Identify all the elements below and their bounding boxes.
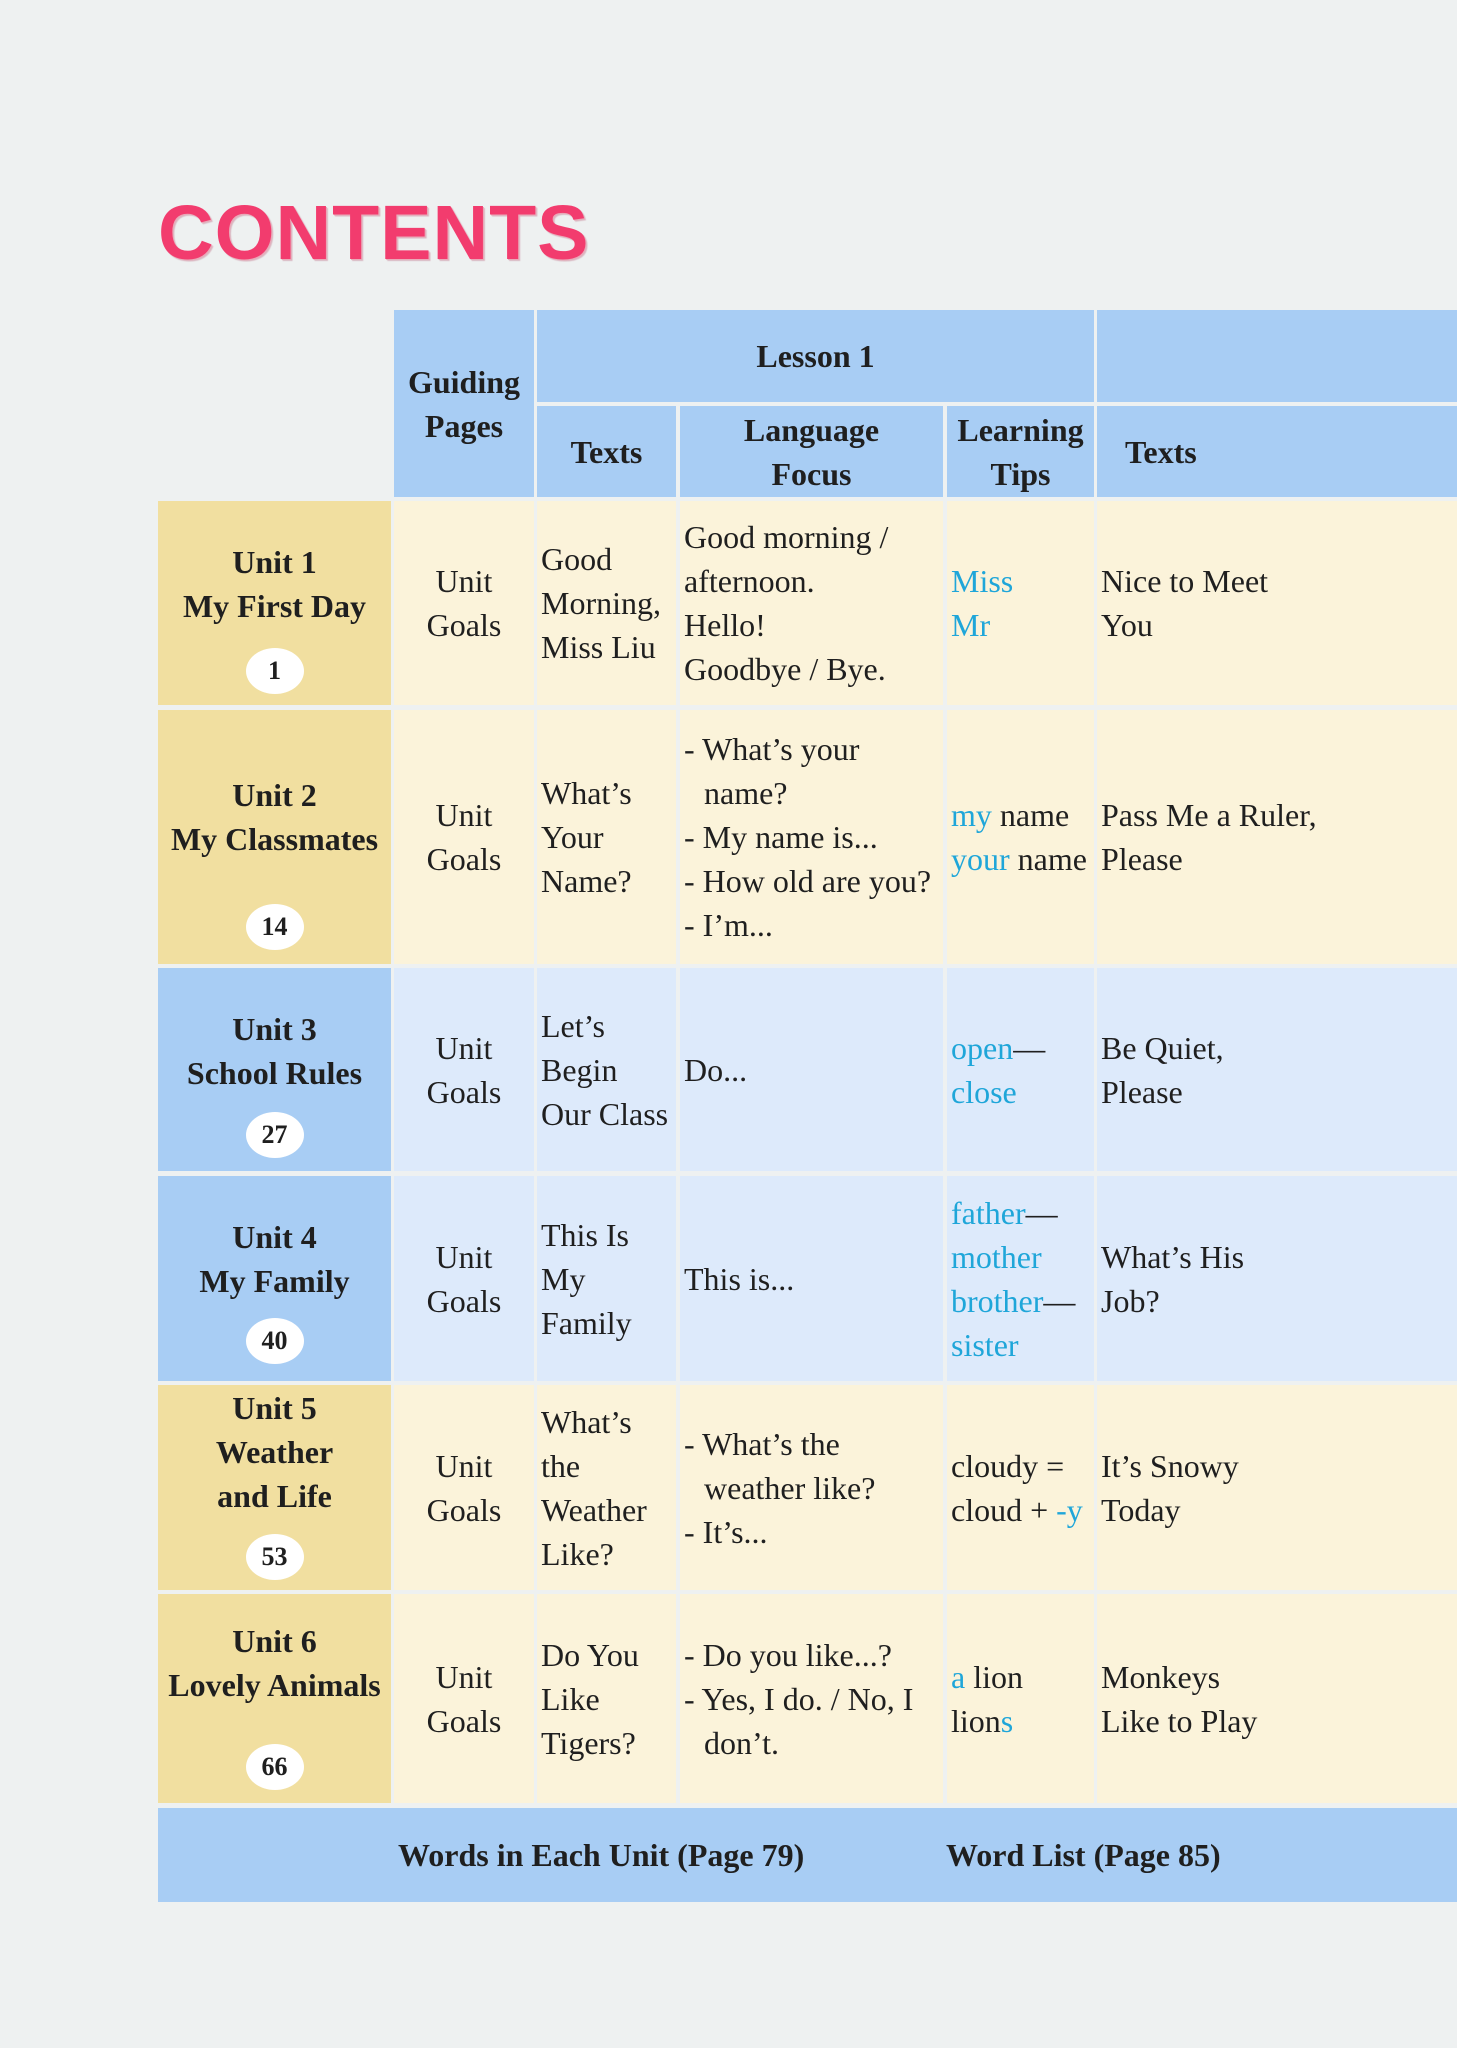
text-line: Name? xyxy=(541,863,632,899)
unit-number: Unit 4 xyxy=(232,1219,317,1255)
page-badge[interactable]: 66 xyxy=(246,1744,304,1790)
focus-line: Goodbye / Bye. xyxy=(684,651,886,687)
learning-tips xyxy=(951,1444,1083,1532)
text-line: What’s xyxy=(541,1403,632,1440)
lesson2-text-cell-6 xyxy=(1097,1594,1457,1803)
text-line: You xyxy=(1101,607,1153,643)
focus-line: This is... xyxy=(684,1260,795,1297)
page-badge[interactable]: 14 xyxy=(246,904,304,950)
unit-number: Unit 2 xyxy=(232,777,317,813)
tip-line xyxy=(951,1323,1075,1367)
language-focus xyxy=(684,727,942,947)
focus-line: - My name is... xyxy=(684,819,878,855)
tip-rest: lion xyxy=(951,1702,1001,1739)
text-line: This Is xyxy=(541,1216,629,1253)
text-line: Please xyxy=(1101,841,1183,877)
focus-line: Good morning / xyxy=(684,519,889,555)
text-line: the xyxy=(541,1447,581,1484)
tip-line xyxy=(951,793,1087,837)
text-line: Like? xyxy=(541,1535,614,1572)
language-focus-cell-1 xyxy=(680,501,943,705)
guiding-cell-3 xyxy=(394,968,534,1171)
lesson2-text-cell-3 xyxy=(1097,968,1457,1171)
guiding-cell-2 xyxy=(394,710,534,964)
text-line: Job? xyxy=(1101,1282,1160,1319)
language-focus-cell-6 xyxy=(680,1594,943,1803)
page-badge[interactable]: 53 xyxy=(246,1534,304,1580)
tip-line xyxy=(951,837,1087,881)
learning-tips xyxy=(951,559,1013,647)
lesson2-text[interactable] xyxy=(1101,1235,1244,1323)
guiding-label[interactable]: Unit Goals xyxy=(426,1029,502,1110)
tip-highlight: sister xyxy=(951,1326,1019,1363)
language-focus-cell-5 xyxy=(680,1385,943,1590)
unit-name: My Family xyxy=(199,1263,350,1299)
unit-cell-6 xyxy=(158,1594,391,1803)
lesson2-text-cell-2 xyxy=(1097,710,1457,964)
words-in-each-unit-link[interactable]: Words in Each Unit (Page 79) xyxy=(398,1837,805,1873)
unit-name: Weather and Life xyxy=(215,1434,334,1514)
lesson-text[interactable] xyxy=(541,771,632,903)
unit-number: Unit 3 xyxy=(232,1011,317,1047)
tip-line xyxy=(951,1444,1083,1488)
header-learning-tips xyxy=(947,406,1094,497)
lesson-text[interactable] xyxy=(541,1213,632,1345)
tip-highlight: your xyxy=(951,841,1010,877)
tip-line xyxy=(951,1070,1045,1114)
text-line: Monkeys xyxy=(1101,1658,1221,1695)
focus-line: - Yes, I do. / No, I don’t. xyxy=(684,1680,914,1761)
header-lesson1-label: Lesson 1 xyxy=(756,338,875,374)
language-focus xyxy=(684,1048,747,1092)
learning-tips-cell-5 xyxy=(947,1385,1094,1590)
header-guiding-pages xyxy=(394,310,534,497)
language-focus xyxy=(684,1422,914,1554)
unit-cell-3 xyxy=(158,968,391,1171)
lesson2-text-cell-5 xyxy=(1097,1385,1457,1590)
text-line: My xyxy=(541,1260,586,1297)
header-language-focus xyxy=(680,406,943,497)
lesson-text-cell-4 xyxy=(537,1176,676,1381)
header-lesson1 xyxy=(537,310,1094,402)
language-focus-cell-2 xyxy=(680,710,943,964)
tip-highlight: -y xyxy=(1056,1491,1083,1528)
guiding-label[interactable]: Unit Goals xyxy=(426,1447,502,1528)
focus-line: afternoon. xyxy=(684,563,815,599)
unit-number: Unit 6 xyxy=(232,1623,317,1659)
tip-line xyxy=(951,1191,1075,1235)
header-texts-label: Texts xyxy=(570,433,643,470)
tip-highlight: my xyxy=(951,797,992,833)
lesson-text[interactable] xyxy=(541,1633,639,1765)
tip-line xyxy=(951,1655,1023,1699)
tip-rest: lion xyxy=(965,1658,1023,1695)
tip-rest: name xyxy=(1009,841,1087,877)
header-learning-tips-label: Learning Tips xyxy=(957,411,1084,492)
tip-highlight: a xyxy=(951,1658,966,1695)
tip-rest: cloudy = xyxy=(951,1447,1065,1484)
tip-highlight: open xyxy=(951,1029,1014,1066)
tip-rest: name xyxy=(991,797,1070,833)
focus-line: - It’s... xyxy=(684,1513,768,1550)
unit-name: Lovely Animals xyxy=(168,1667,381,1703)
learning-tips-cell-1 xyxy=(947,501,1094,705)
focus-line: - What’s your name? xyxy=(684,731,860,811)
text-line: It’s Snowy xyxy=(1101,1447,1239,1484)
text-line: Miss Liu xyxy=(541,629,656,665)
tip-line xyxy=(951,1235,1075,1279)
word-list-link[interactable]: Word List (Page 85) xyxy=(946,1837,1221,1873)
lesson2-text[interactable] xyxy=(1101,1026,1224,1114)
lesson2-text[interactable] xyxy=(1101,1444,1239,1532)
lesson-text[interactable] xyxy=(541,1004,668,1136)
learning-tips xyxy=(951,1191,1075,1367)
tip-highlight: Miss xyxy=(951,563,1014,599)
header-guiding-pages-label: Guiding Pages xyxy=(407,363,521,444)
unit-name: My Classmates xyxy=(170,821,379,857)
page-badge[interactable]: 27 xyxy=(246,1112,304,1158)
language-focus-cell-3 xyxy=(680,968,943,1171)
tip-highlight: s xyxy=(1000,1702,1014,1739)
guiding-label[interactable]: Unit Goals xyxy=(426,797,502,877)
unit-cell-4 xyxy=(158,1176,391,1381)
text-line: Tigers? xyxy=(541,1724,636,1761)
guiding-label[interactable]: Unit Goals xyxy=(426,1658,502,1739)
lesson2-text[interactable] xyxy=(1101,559,1268,647)
guiding-cell-4 xyxy=(394,1176,534,1381)
lesson2-text-cell-1 xyxy=(1097,501,1457,705)
tip-rest: cloud + xyxy=(951,1491,1057,1528)
header-texts-2 xyxy=(1097,406,1457,497)
unit-name: School Rules xyxy=(186,1055,363,1091)
text-line: Weather xyxy=(541,1491,647,1528)
text-line: Be Quiet, xyxy=(1101,1029,1224,1066)
learning-tips xyxy=(951,1655,1023,1743)
tip-highlight: close xyxy=(951,1073,1017,1110)
learning-tips-cell-3 xyxy=(947,968,1094,1171)
text-line: Please xyxy=(1101,1073,1183,1110)
unit-cell-2 xyxy=(158,710,391,964)
text-line: Do You xyxy=(541,1636,639,1673)
lesson-text-cell-5 xyxy=(537,1385,676,1590)
guiding-label[interactable]: Unit Goals xyxy=(426,563,502,643)
guiding-cell-5 xyxy=(394,1385,534,1590)
tip-line xyxy=(951,559,1013,603)
header-language-focus-label: Language Focus xyxy=(743,411,880,492)
tip-rest: — xyxy=(1025,1194,1058,1231)
header-texts-2-label: Texts xyxy=(1125,433,1197,470)
text-line: Family xyxy=(541,1304,632,1341)
language-focus xyxy=(684,1257,794,1301)
footer-bar xyxy=(158,1808,1457,1902)
lesson-text-cell-1 xyxy=(537,501,676,705)
lesson-text[interactable] xyxy=(541,537,661,669)
guiding-label[interactable]: Unit Goals xyxy=(426,1238,502,1319)
page-title: CONTENTS xyxy=(158,190,590,276)
tip-highlight: mother xyxy=(951,1238,1042,1275)
tip-highlight: brother xyxy=(951,1282,1044,1319)
lesson-text[interactable] xyxy=(541,1400,647,1576)
lesson2-text[interactable] xyxy=(1101,1655,1257,1743)
learning-tips-cell-6 xyxy=(947,1594,1094,1803)
learning-tips-cell-2 xyxy=(947,710,1094,964)
learning-tips xyxy=(951,1026,1045,1114)
unit-number: Unit 1 xyxy=(232,544,317,580)
page-badge[interactable]: 1 xyxy=(246,648,304,694)
text-line: What’s xyxy=(541,775,632,811)
lesson-text-cell-2 xyxy=(537,710,676,964)
text-line: Good xyxy=(541,541,613,577)
learning-tips xyxy=(951,793,1087,881)
focus-line: - Do you like...? xyxy=(684,1636,892,1673)
lesson-text-cell-6 xyxy=(537,1594,676,1803)
text-line: Begin xyxy=(541,1051,618,1088)
unit-cell-5 xyxy=(158,1385,391,1590)
focus-line: - I’m... xyxy=(684,907,773,943)
unit-name: My First Day xyxy=(182,588,367,624)
guiding-cell-1 xyxy=(394,501,534,705)
tip-line xyxy=(951,1488,1083,1532)
lesson2-text[interactable] xyxy=(1101,793,1317,881)
tip-line xyxy=(951,603,1013,647)
text-line: Today xyxy=(1101,1491,1181,1528)
text-line: Our Class xyxy=(541,1095,669,1132)
text-line: Pass Me a Ruler, xyxy=(1101,797,1317,833)
tip-line xyxy=(951,1026,1045,1070)
unit-number: Unit 5 xyxy=(232,1390,317,1426)
tip-highlight: father xyxy=(951,1194,1026,1231)
page-badge[interactable]: 40 xyxy=(246,1318,304,1364)
focus-line: - How old are you? xyxy=(684,863,932,899)
tip-rest: — xyxy=(1043,1282,1076,1319)
tip-line xyxy=(951,1279,1075,1323)
focus-line: - What’s the weather like? xyxy=(684,1425,876,1506)
unit-cell-1 xyxy=(158,501,391,705)
tip-line xyxy=(951,1699,1023,1743)
focus-line: Do... xyxy=(684,1051,748,1088)
language-focus xyxy=(684,1633,939,1765)
text-line: Your xyxy=(541,819,604,855)
guiding-cell-6 xyxy=(394,1594,534,1803)
header-lesson2 xyxy=(1097,310,1457,402)
language-focus-cell-4 xyxy=(680,1176,943,1381)
text-line: What’s His xyxy=(1101,1238,1245,1275)
header-texts xyxy=(537,406,676,497)
tip-highlight: Mr xyxy=(951,607,991,643)
tip-rest: — xyxy=(1013,1029,1046,1066)
text-line: Like to Play xyxy=(1101,1702,1258,1739)
focus-line: Hello! xyxy=(684,607,766,643)
language-focus xyxy=(684,515,888,691)
learning-tips-cell-4 xyxy=(947,1176,1094,1381)
lesson2-text-cell-4 xyxy=(1097,1176,1457,1381)
text-line: Morning, xyxy=(541,585,661,621)
text-line: Like xyxy=(541,1680,600,1717)
lesson-text-cell-3 xyxy=(537,968,676,1171)
text-line: Nice to Meet xyxy=(1101,563,1269,599)
text-line: Let’s xyxy=(541,1007,605,1044)
